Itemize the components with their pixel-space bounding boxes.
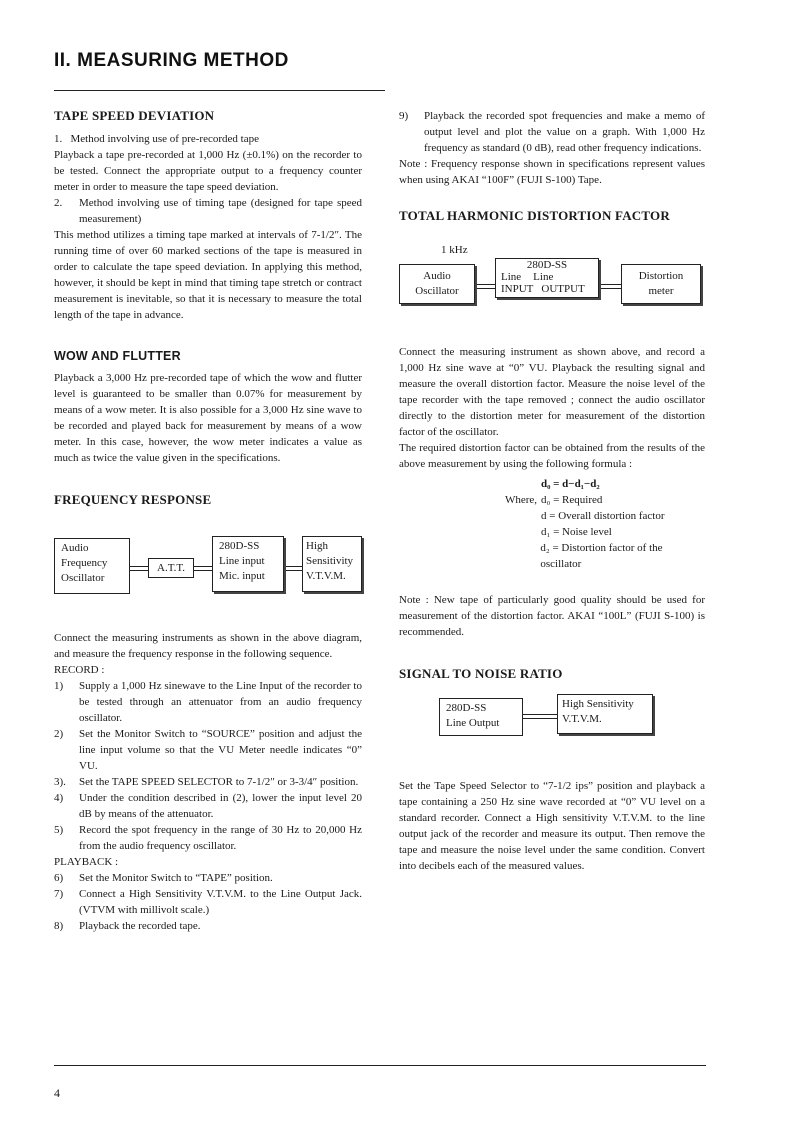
step-number: 8) <box>54 920 64 932</box>
step-text: Under the condition described in (2), lower the input level 20 dB by means of the attenuator. <box>79 792 362 820</box>
thd-osc-line2: Oscillator <box>415 285 459 297</box>
step-number: 9) <box>399 110 409 122</box>
step-item <box>399 108 705 156</box>
tape-speed-item1-text: Playback a tape pre-recorded at 1,000 Hz (±0.1%) on the recorder to be tested. Connect the appropriate output to a frequency counter meter in order to measure the tape speed deviation. <box>54 149 362 193</box>
thd-rec-line-out: Line <box>533 271 554 283</box>
left-column <box>54 108 362 934</box>
att-label: A.T.T. <box>157 562 185 574</box>
step-text: Supply a 1,000 Hz sinewave to the Line Input of the recorder to be tested through an attenuator from an audio frequency oscillator. <box>79 680 362 724</box>
snr-vtvm-line2: V.T.V.M. <box>562 713 602 725</box>
step-text: Connect a High Sensitivity V.T.V.M. to the Line Output Jack. (VTVM with millivolt scale.) <box>79 888 362 916</box>
step-text: Set the Monitor Switch to “SOURCE” position and adjust the line input volume so that the VU Meter needle indicates “0” VU. <box>79 728 362 772</box>
rec-line2: Line input <box>219 555 265 567</box>
vtvm-line2: Sensitivity <box>306 555 354 567</box>
step-item <box>54 774 362 790</box>
page-number: 4 <box>54 1086 60 1100</box>
osc-line1: Audio <box>61 542 89 554</box>
freq-diagram <box>54 538 362 600</box>
snr-link <box>523 714 557 719</box>
wow-title: WOW AND FLUTTER <box>54 349 181 363</box>
snr-diagram <box>439 698 705 748</box>
step-text: Record the spot frequency in the range of 30 Hz to 20,000 Hz from the audio frequency oscillator. <box>79 824 362 852</box>
thd-rec-lines <box>499 271 595 283</box>
snr-title: SIGNAL TO NOISE RATIO <box>399 666 563 681</box>
record-steps <box>54 678 362 854</box>
thd-link-osc-rec <box>477 284 495 289</box>
formula-l2: d = Overall distortion factor <box>541 510 665 522</box>
thd-link-rec-meter <box>601 284 621 289</box>
tape-speed-item2-num: 2. <box>54 197 63 209</box>
tape-speed-item1-num: 1. <box>54 133 63 145</box>
thd-formula <box>399 476 705 572</box>
vtvm-line1: High <box>306 540 328 552</box>
vtvm-line3: V.T.V.M. <box>306 570 346 582</box>
freq-section <box>54 492 362 934</box>
formula-row1 <box>449 492 705 508</box>
tape-speed-section <box>54 108 362 323</box>
meter-line1: Distortion <box>638 270 684 282</box>
thd-rec-input: INPUT <box>501 283 534 295</box>
tape-speed-item2-text: This method utilizes a timing tape marked at intervals of 7-1/2″. The running time of over 60 marked sections of the tape is measured in order to calculate the tape speed deviation. In applying this method, however, it should be kept in mind that timing tape stretch or contract measurement is inevitable, so that it is necessary to measure the total length of the tape in advance. <box>54 229 362 321</box>
step-item <box>54 790 362 822</box>
freq-intro: Connect the measuring instruments as shown in the above diagram, and measure the frequency response in the following sequence. <box>54 632 362 660</box>
snr-text: Set the Tape Speed Selector to “7-1/2 ips” position and playback a tape containing a 250 Hz sine wave recorded at “0” VU level on a standard recorder. Connect a High sensitivity V.T.V.M. to the line output jack of the recorder and measure its output. Then remove the tape and measure the noise level under the same condition. Convert into decibels each of the measured values. <box>399 780 705 872</box>
snr-recorder-box <box>439 698 523 736</box>
thd-text1: Connect the measuring instrument as shown above, and record a 1,000 Hz sine wave at “0” VU. Playback the resulting signal and measure the overall distortion factor. Measure the noise level of the tape recorder with the tape removed ; connect the audio oscillator directly to the distortion meter for measurement of the distortion factor of the oscillator. <box>399 346 705 438</box>
tape-speed-item1-title <box>54 131 362 147</box>
thd-title: TOTAL HARMONIC DISTORTION FACTOR <box>399 208 670 223</box>
snr-section <box>399 666 705 874</box>
recorder-box <box>212 536 284 592</box>
thd-rec-line-in: Line <box>501 271 522 283</box>
snr-rec-line1: 280D-SS <box>446 702 487 714</box>
step-text: Playback the recorded tape. <box>79 920 201 932</box>
step-text: Playback the recorded spot frequencies and make a memo of output level and plot the value on a graph. With 1,000 Hz frequency as standard (0 dB), read other frequency indications. <box>424 110 705 154</box>
step-item <box>54 886 362 918</box>
osc-line2: Frequency <box>61 557 108 569</box>
formula-row4 <box>449 540 705 572</box>
formula-main: d₀ = d−d₁−d₂ <box>541 478 600 490</box>
attenuator-box <box>148 558 194 578</box>
freq-title: FREQUENCY RESPONSE <box>54 492 212 507</box>
right-column <box>399 108 705 874</box>
page-heading: II. MEASURING METHOD <box>54 50 289 71</box>
thd-diagram <box>399 244 705 320</box>
thd-oscillator-box <box>399 264 475 304</box>
top-rule <box>54 90 385 91</box>
link-osc-att <box>130 566 148 571</box>
thd-rec-io <box>499 283 595 295</box>
snr-rec-line2: Line Output <box>446 717 500 729</box>
wow-text: Playback a 3,000 Hz pre-recorded tape of which the wow and flutter level is guaranteed to be smaller than 0.07% for measurement by means of a wow meter. It is also possible for a 3,000 Hz sine wave to be recorded and played back for measurement by means of a wow meter. In this case, however, the wow meter indicates a value as much as twice the value given in the specifications. <box>54 372 362 464</box>
tape-speed-item1-heading: Method involving use of pre-recorded tape <box>70 133 259 145</box>
formula-main-row <box>449 476 705 492</box>
step-text: Set the TAPE SPEED SELECTOR to 7-1/2″ or 3-3/4″ position. <box>79 776 359 788</box>
step-text: Set the Monitor Switch to “TAPE” position. <box>79 872 273 884</box>
playback-steps-left <box>54 870 362 934</box>
formula-l1: d₀ = Required <box>541 494 603 506</box>
step-number: 2) <box>54 728 64 740</box>
step-item <box>54 918 362 934</box>
formula-where: Where, <box>504 494 537 506</box>
link-att-rec <box>194 566 212 571</box>
meter-line2: meter <box>648 285 674 297</box>
tape-speed-item2-title <box>54 195 362 227</box>
thd-freq-label: 1 kHz <box>441 244 468 256</box>
playback-steps-right <box>399 108 705 156</box>
formula-row2 <box>449 508 705 524</box>
step-number: 5) <box>54 824 64 836</box>
formula-l3: d₁ = Noise level <box>541 526 612 538</box>
distortion-meter-box <box>621 264 701 304</box>
step-number: 1) <box>54 680 64 692</box>
rec-line1: 280D-SS <box>219 540 260 552</box>
snr-vtvm-line1: High Sensitivity <box>562 698 634 710</box>
audio-oscillator-box <box>54 538 130 594</box>
vtvm-box <box>302 536 362 592</box>
step-number: 3). <box>54 776 66 788</box>
step-item <box>54 822 362 854</box>
thd-rec-output: OUTPUT <box>541 283 585 295</box>
thd-note: Note : New tape of particularly good quality should be used for measurement of the distortion factor. AKAI “100L” (FUJI S-100) is recommended. <box>399 594 705 638</box>
playback-label: PLAYBACK : <box>54 856 119 868</box>
link-rec-vtvm <box>286 566 302 571</box>
formula-row3 <box>449 524 705 540</box>
osc-line3: Oscillator <box>61 572 105 584</box>
snr-vtvm-box <box>557 694 653 734</box>
rec-line3: Mic. input <box>219 570 265 582</box>
bottom-rule <box>54 1065 706 1066</box>
step-number: 7) <box>54 888 64 900</box>
thd-recorder-box <box>495 258 599 298</box>
tape-speed-title: TAPE SPEED DEVIATION <box>54 108 215 123</box>
step-item <box>54 678 362 726</box>
step-number: 6) <box>54 872 64 884</box>
formula-l4: d₂ = Distortion factor of the oscillator <box>540 542 663 570</box>
record-label: RECORD : <box>54 664 105 676</box>
step-number: 4) <box>54 792 64 804</box>
tape-speed-item2-heading: Method involving use of timing tape (designed for tape speed measurement) <box>79 197 362 225</box>
thd-text2: The required distortion factor can be obtained from the results of the above measurement by using the following formula : <box>399 442 705 470</box>
step-item <box>54 870 362 886</box>
thd-rec-title: 280D-SS <box>526 259 568 271</box>
step-item <box>54 726 362 774</box>
thd-section <box>399 208 705 640</box>
freq-note: Note : Frequency response shown in specifications represent values when using AKAI “100F” (FUJI S-100) Tape. <box>399 158 705 186</box>
wow-section <box>54 349 362 466</box>
thd-osc-line1: Audio <box>423 270 451 282</box>
